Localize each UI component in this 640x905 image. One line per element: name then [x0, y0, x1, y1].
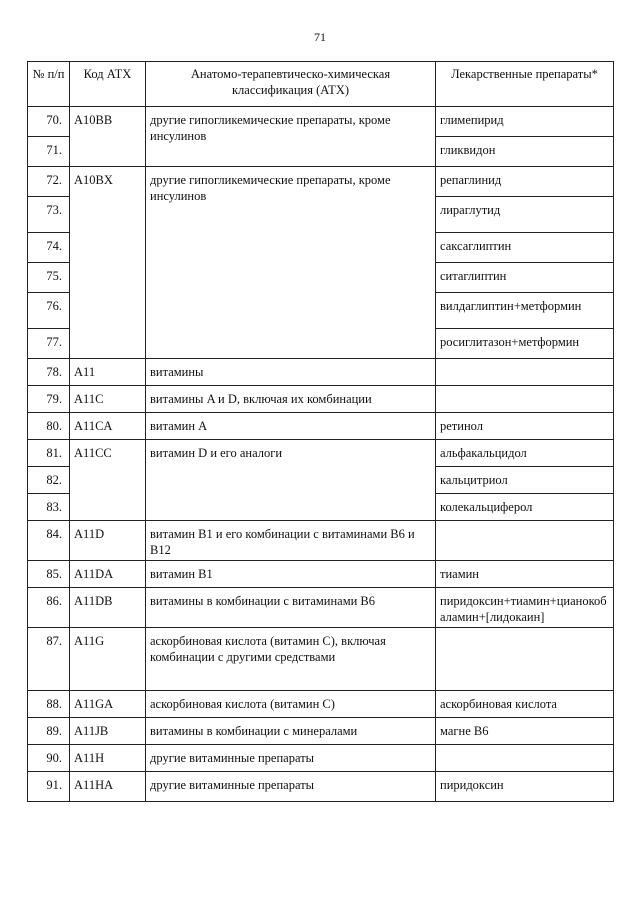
atc-name: витамины в комбинации с минералами	[146, 718, 436, 745]
table-header-row	[28, 62, 614, 107]
table-row	[28, 561, 614, 588]
drug-name: репаглинид	[436, 167, 614, 197]
row-num: 70.	[28, 107, 70, 137]
atc-code: A11JB	[70, 718, 146, 745]
row-num: 74.	[28, 233, 70, 263]
atc-name: аскорбиновая кислота (витамин C)	[146, 691, 436, 718]
table-row	[28, 588, 614, 628]
atc-name: другие гипогликемические препараты, кроме инсулинов	[146, 107, 436, 167]
atc-name: витамин A	[146, 413, 436, 440]
drug-name: саксаглиптин	[436, 233, 614, 263]
table-row	[28, 440, 614, 467]
atc-code: A11H	[70, 745, 146, 772]
atc-name: витамин D и его аналоги	[146, 440, 436, 521]
row-num: 75.	[28, 263, 70, 293]
table-row	[28, 107, 614, 137]
table-row	[28, 718, 614, 745]
drug-name: вилдаглиптин+метформин	[436, 293, 614, 329]
row-num: 91.	[28, 772, 70, 802]
atc-code: A11DA	[70, 561, 146, 588]
drug-name: глимепирид	[436, 107, 614, 137]
drug-name: лираглутид	[436, 197, 614, 233]
row-num: 81.	[28, 440, 70, 467]
atc-name: витамин B1 и его комбинации с витаминами B6 и B12	[146, 521, 436, 561]
drug-name: пиридоксин+тиамин+цианокобаламин+[лидокаин]	[436, 588, 614, 628]
atc-code: A11C	[70, 386, 146, 413]
row-num: 76.	[28, 293, 70, 329]
atc-name: витамины A и D, включая их комбинации	[146, 386, 436, 413]
drug-name	[436, 745, 614, 772]
atc-code: A11DB	[70, 588, 146, 628]
header-classification: Анатомо-терапевтическо-химическая классификация (АТХ)	[146, 62, 436, 107]
row-num: 80.	[28, 413, 70, 440]
atc-code: A11	[70, 359, 146, 386]
row-num: 88.	[28, 691, 70, 718]
drug-name	[436, 521, 614, 561]
table-row	[28, 521, 614, 561]
table-row	[28, 386, 614, 413]
row-num: 82.	[28, 467, 70, 494]
drug-name: колекальциферол	[436, 494, 614, 521]
row-num: 89.	[28, 718, 70, 745]
drug-name: пиридоксин	[436, 772, 614, 802]
table-row	[28, 691, 614, 718]
row-num: 71.	[28, 137, 70, 167]
row-num: 77.	[28, 329, 70, 359]
page-number: 71	[314, 30, 326, 44]
table-row	[28, 167, 614, 197]
atc-code: A11D	[70, 521, 146, 561]
table-row	[28, 413, 614, 440]
atc-name: другие витаминные препараты	[146, 745, 436, 772]
atc-code: A11CC	[70, 440, 146, 521]
header-drugs: Лекарственные препараты*	[436, 62, 614, 107]
drug-name	[436, 628, 614, 691]
row-num: 84.	[28, 521, 70, 561]
drug-name: магне B6	[436, 718, 614, 745]
drug-name: тиамин	[436, 561, 614, 588]
atc-code: A10BX	[70, 167, 146, 359]
table-row	[28, 359, 614, 386]
atc-name: витамины	[146, 359, 436, 386]
drug-name: ситаглиптин	[436, 263, 614, 293]
table-row	[28, 745, 614, 772]
drug-name: альфакальцидол	[436, 440, 614, 467]
atc-code: A11G	[70, 628, 146, 691]
atc-name: другие гипогликемические препараты, кроме инсулинов	[146, 167, 436, 359]
row-num: 79.	[28, 386, 70, 413]
table-row	[28, 628, 614, 691]
drug-name: ретинол	[436, 413, 614, 440]
atc-name: витамин B1	[146, 561, 436, 588]
drug-classification-table	[27, 61, 614, 802]
drug-name: гликвидон	[436, 137, 614, 167]
row-num: 83.	[28, 494, 70, 521]
row-num: 87.	[28, 628, 70, 691]
row-num: 72.	[28, 167, 70, 197]
row-num: 85.	[28, 561, 70, 588]
drug-name: кальцитриол	[436, 467, 614, 494]
header-code: Код АТХ	[70, 62, 146, 107]
atc-code: A11HA	[70, 772, 146, 802]
atc-code: A11CA	[70, 413, 146, 440]
row-num: 78.	[28, 359, 70, 386]
drug-name: росиглитазон+метформин	[436, 329, 614, 359]
row-num: 86.	[28, 588, 70, 628]
drug-name	[436, 386, 614, 413]
atc-name: аскорбиновая кислота (витамин C), включая комбинации с другими средствами	[146, 628, 436, 691]
atc-code: A10BB	[70, 107, 146, 167]
row-num: 73.	[28, 197, 70, 233]
row-num: 90.	[28, 745, 70, 772]
table-row	[28, 772, 614, 802]
atc-name: другие витаминные препараты	[146, 772, 436, 802]
header-num: № п/п	[28, 62, 70, 107]
drug-name	[436, 359, 614, 386]
atc-code: A11GA	[70, 691, 146, 718]
drug-name: аскорбиновая кислота	[436, 691, 614, 718]
atc-name: витамины в комбинации с витаминами B6	[146, 588, 436, 628]
